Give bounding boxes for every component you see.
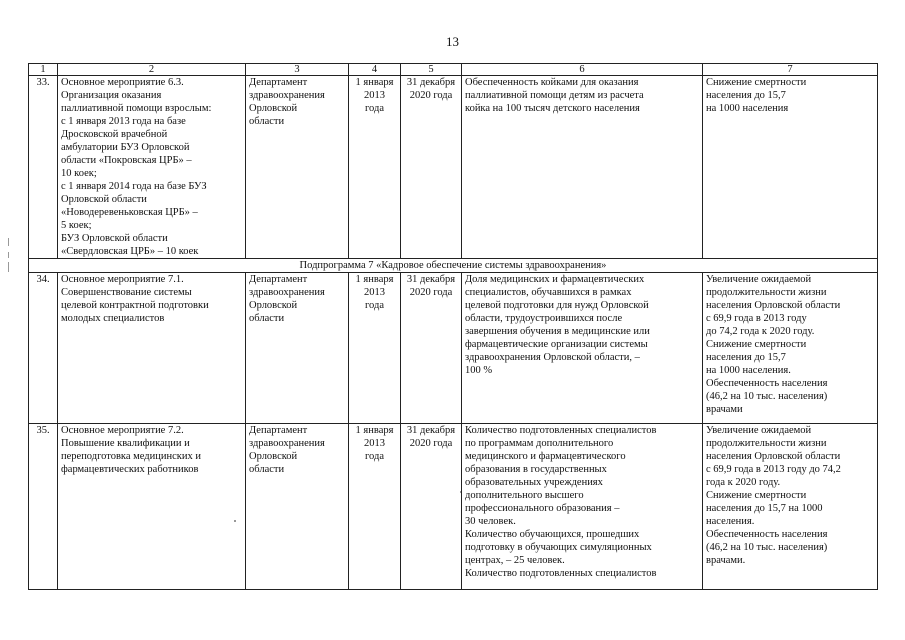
row-number: 33. <box>29 76 58 259</box>
end-cell: 31 декабря 2020 года <box>401 273 462 424</box>
header-cell: 4 <box>349 64 401 76</box>
table-row <box>29 424 878 590</box>
result-cell: Снижение смертности населения до 15,7 на 1000 населения <box>703 76 878 259</box>
indicator-cell: Доля медицинских и фармацевтических специалистов, обучавшихся в рамках целевой подготовки для нужд Орловской области, трудоустроившихся после завершения обучения в медицинские или фармацевтические организации системы здравоохранения Орловской области, – 100 % <box>462 273 703 424</box>
scan-mark <box>8 238 9 246</box>
table-row <box>29 76 878 259</box>
measure-cell: Основное мероприятие 7.1. Совершенствование системы целевой контрактной подготовки молодых специалистов <box>58 273 246 424</box>
executor-cell: Департамент здравоохранения Орловской области <box>246 76 349 259</box>
subprogram-row <box>29 259 878 273</box>
end-cell: 31 декабря 2020 года <box>401 424 462 590</box>
result-cell: Увеличение ожидаемой продолжительности жизни населения Орловской области с 69,9 года в 2013 году до 74,2 года к 2020 году. Снижение смертности населения до 15,7 на 1000 населения. Обеспеченность населения (46,2 на 10 тыс. населения) врачами. <box>703 424 878 590</box>
start-cell: 1 января 2013 года <box>349 76 401 259</box>
header-cell: 5 <box>401 64 462 76</box>
scan-mark <box>8 262 9 272</box>
header-cell: 6 <box>462 64 703 76</box>
header-cell: 1 <box>29 64 58 76</box>
indicator-text: Количество подготовленных специалистов по программам дополнительного медицинского и фармацевтического образования в государственных образовательных учреждениях дополнительного высшего профессионального образования – 30 человек. Количество обучающихся, прошедших подготовку в обучающих симуляционных центрах, – 25 человек. Количество подготовленных специалистов <box>465 425 657 579</box>
executor-cell: Департамент здравоохранения Орловской области <box>246 424 349 590</box>
measure-cell: Основное мероприятие 6.3. Организация оказания паллиативной помощи взрослым: с 1 января 2013 года на базе Дросковской врачебной амбулатории БУЗ Орловской области «Покровская ЦРБ» – 10 коек; с 1 января 2014 года на базе БУЗ Орловской области «Новодеревеньковская ЦРБ» – 5 коек; БУЗ Орловской области «Свердловская ЦРБ» – 10 коек <box>58 76 246 259</box>
measure-cell: Основное мероприятие 7.2. Повышение квалификации и переподготовка медицинских и фармацевтических работников <box>58 424 246 590</box>
row-number: 35. <box>29 424 58 590</box>
header-cell: 3 <box>246 64 349 76</box>
header-cell: 2 <box>58 64 246 76</box>
subprogram-title: Подпрограмма 7 «Кадровое обеспечение системы здравоохранения» <box>29 259 878 273</box>
plan-table <box>28 63 878 590</box>
start-cell: 1 января 2013 года <box>349 273 401 424</box>
result-cell: Увеличение ожидаемой продолжительности жизни населения Орловской области с 69,9 года в 2013 году до 74,2 года к 2020 году. Снижение смертности населения до 15,7 на 1000 населения. Обеспеченность населения (46,2 на 10 тыс. населения) врачами <box>703 273 878 424</box>
end-cell: 31 декабря 2020 года <box>401 76 462 259</box>
header-cell: 7 <box>703 64 878 76</box>
page-number: 13 <box>446 34 459 49</box>
header-row <box>29 64 878 76</box>
table-row <box>29 273 878 424</box>
start-cell: 1 января 2013 года <box>349 424 401 590</box>
indicator-cell <box>462 424 703 590</box>
indicator-cell: Обеспеченность койками для оказания паллиативной помощи детям из расчета койка на 100 тысяч детского населения <box>462 76 703 259</box>
scan-mark <box>8 252 9 258</box>
executor-cell: Департамент здравоохранения Орловской области <box>246 273 349 424</box>
row-number: 34. <box>29 273 58 424</box>
